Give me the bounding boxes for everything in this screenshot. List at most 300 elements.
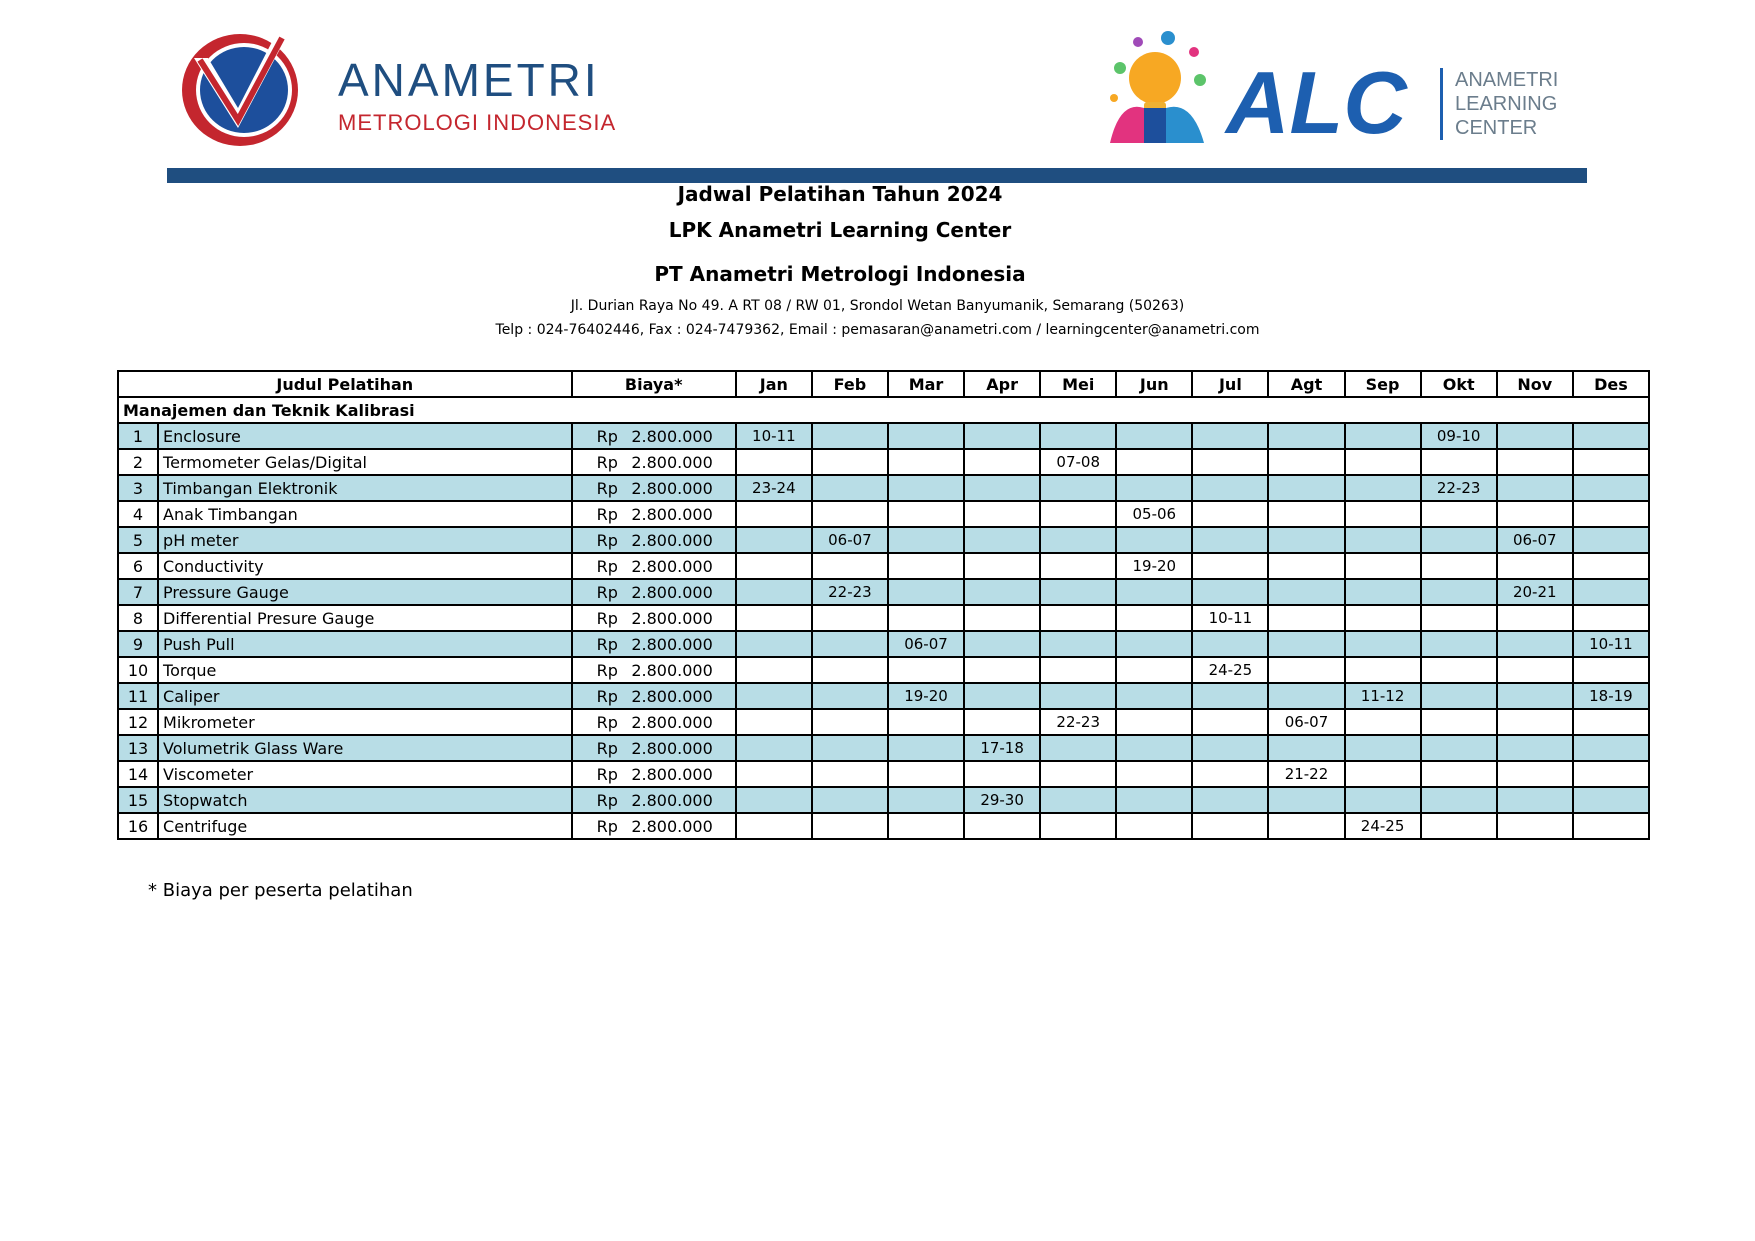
currency-label: Rp bbox=[596, 426, 618, 446]
cost-amount: 2.800.000 bbox=[631, 608, 713, 628]
table-row bbox=[118, 501, 1649, 527]
schedule-date-cell bbox=[736, 761, 812, 787]
schedule-date-cell bbox=[1421, 553, 1497, 579]
schedule-date-cell bbox=[1497, 761, 1573, 787]
schedule-date-cell bbox=[1345, 553, 1421, 579]
schedule-date-cell: 17-18 bbox=[964, 735, 1040, 761]
schedule-date-cell: 22-23 bbox=[1421, 475, 1497, 501]
schedule-date-cell bbox=[812, 423, 888, 449]
schedule-date-cell bbox=[1268, 475, 1344, 501]
training-title: Termometer Gelas/Digital bbox=[158, 449, 572, 475]
currency-label: Rp bbox=[596, 816, 618, 836]
table-row bbox=[118, 579, 1649, 605]
company-title: PT Anametri Metrologi Indonesia bbox=[654, 262, 1026, 286]
currency-label: Rp bbox=[596, 790, 618, 810]
table-row bbox=[118, 449, 1649, 475]
table-row bbox=[118, 683, 1649, 709]
schedule-date-cell bbox=[812, 761, 888, 787]
schedule-date-cell bbox=[812, 553, 888, 579]
schedule-date-cell bbox=[1345, 605, 1421, 631]
schedule-date-cell bbox=[1573, 501, 1649, 527]
schedule-date-cell bbox=[1345, 761, 1421, 787]
schedule-date-cell bbox=[1573, 475, 1649, 501]
table-row bbox=[118, 423, 1649, 449]
schedule-date-cell: 06-07 bbox=[1268, 709, 1344, 735]
schedule-date-cell bbox=[888, 709, 964, 735]
alc-wordmark: ALC bbox=[1226, 53, 1407, 152]
schedule-date-cell bbox=[888, 657, 964, 683]
cost-amount: 2.800.000 bbox=[631, 556, 713, 576]
schedule-date-cell bbox=[812, 813, 888, 839]
schedule-date-cell: 06-07 bbox=[888, 631, 964, 657]
row-number: 16 bbox=[118, 813, 158, 839]
cost-cell bbox=[572, 631, 736, 657]
schedule-date-cell bbox=[1573, 579, 1649, 605]
row-number: 7 bbox=[118, 579, 158, 605]
schedule-date-cell bbox=[1268, 657, 1344, 683]
schedule-date-cell bbox=[1192, 501, 1268, 527]
schedule-date-cell bbox=[888, 553, 964, 579]
cost-cell bbox=[572, 683, 736, 709]
schedule-date-cell bbox=[1345, 579, 1421, 605]
schedule-date-cell bbox=[964, 449, 1040, 475]
schedule-date-cell: 22-23 bbox=[1040, 709, 1116, 735]
schedule-date-cell bbox=[1573, 787, 1649, 813]
row-number: 15 bbox=[118, 787, 158, 813]
alc-line-1: ANAMETRI bbox=[1455, 69, 1559, 91]
schedule-date-cell bbox=[1345, 735, 1421, 761]
table-header-row bbox=[118, 371, 1649, 397]
schedule-date-cell bbox=[1345, 475, 1421, 501]
schedule-date-cell bbox=[1497, 709, 1573, 735]
header-month: Apr bbox=[964, 371, 1040, 397]
schedule-date-cell bbox=[1497, 553, 1573, 579]
schedule-date-cell bbox=[1040, 631, 1116, 657]
schedule-date-cell bbox=[812, 683, 888, 709]
schedule-date-cell bbox=[1421, 449, 1497, 475]
schedule-table bbox=[117, 370, 1650, 840]
schedule-date-cell bbox=[888, 761, 964, 787]
cost-amount: 2.800.000 bbox=[631, 816, 713, 836]
schedule-date-cell bbox=[1268, 527, 1344, 553]
schedule-date-cell bbox=[1345, 423, 1421, 449]
cost-amount: 2.800.000 bbox=[631, 686, 713, 706]
schedule-date-cell bbox=[1268, 813, 1344, 839]
table-row bbox=[118, 605, 1649, 631]
training-title: Viscometer bbox=[158, 761, 572, 787]
schedule-date-cell bbox=[1192, 553, 1268, 579]
header-month: Des bbox=[1573, 371, 1649, 397]
schedule-date-cell bbox=[1040, 761, 1116, 787]
currency-label: Rp bbox=[596, 634, 618, 654]
training-title: Pressure Gauge bbox=[158, 579, 572, 605]
schedule-date-cell bbox=[1421, 527, 1497, 553]
header-month: Jul bbox=[1192, 371, 1268, 397]
schedule-date-cell: 18-19 bbox=[1573, 683, 1649, 709]
schedule-date-cell bbox=[1268, 579, 1344, 605]
schedule-date-cell bbox=[1192, 735, 1268, 761]
schedule-date-cell: 20-21 bbox=[1497, 579, 1573, 605]
schedule-date-cell bbox=[1497, 787, 1573, 813]
schedule-date-cell bbox=[964, 761, 1040, 787]
schedule-date-cell bbox=[964, 605, 1040, 631]
schedule-date-cell bbox=[1116, 787, 1192, 813]
schedule-date-cell bbox=[1040, 527, 1116, 553]
schedule-date-cell bbox=[1116, 579, 1192, 605]
cost-amount: 2.800.000 bbox=[631, 790, 713, 810]
schedule-date-cell: 06-07 bbox=[812, 527, 888, 553]
schedule-date-cell bbox=[1573, 449, 1649, 475]
schedule-date-cell bbox=[1040, 813, 1116, 839]
schedule-date-cell bbox=[812, 449, 888, 475]
training-title: Volumetrik Glass Ware bbox=[158, 735, 572, 761]
cost-cell bbox=[572, 735, 736, 761]
schedule-date-cell bbox=[1573, 709, 1649, 735]
schedule-date-cell bbox=[812, 605, 888, 631]
row-number: 13 bbox=[118, 735, 158, 761]
schedule-date-cell bbox=[964, 527, 1040, 553]
currency-label: Rp bbox=[596, 504, 618, 524]
schedule-date-cell bbox=[1268, 631, 1344, 657]
table-row bbox=[118, 813, 1649, 839]
schedule-date-cell bbox=[1268, 683, 1344, 709]
table-row bbox=[118, 553, 1649, 579]
schedule-date-cell bbox=[1573, 761, 1649, 787]
schedule-date-cell bbox=[1116, 423, 1192, 449]
schedule-date-cell bbox=[964, 813, 1040, 839]
schedule-date-cell bbox=[888, 449, 964, 475]
schedule-date-cell bbox=[1497, 423, 1573, 449]
currency-label: Rp bbox=[596, 764, 618, 784]
cost-amount: 2.800.000 bbox=[631, 530, 713, 550]
cost-cell bbox=[572, 709, 736, 735]
schedule-date-cell: 22-23 bbox=[812, 579, 888, 605]
schedule-date-cell: 24-25 bbox=[1345, 813, 1421, 839]
schedule-date-cell bbox=[888, 813, 964, 839]
anametri-wordmark: ANAMETRI bbox=[338, 54, 600, 106]
schedule-date-cell bbox=[1421, 683, 1497, 709]
schedule-date-cell: 21-22 bbox=[1268, 761, 1344, 787]
currency-label: Rp bbox=[596, 660, 618, 680]
schedule-date-cell bbox=[1192, 787, 1268, 813]
row-number: 11 bbox=[118, 683, 158, 709]
schedule-date-cell bbox=[888, 579, 964, 605]
cost-cell bbox=[572, 449, 736, 475]
schedule-date-cell bbox=[1268, 423, 1344, 449]
row-number: 6 bbox=[118, 553, 158, 579]
schedule-date-cell bbox=[1116, 605, 1192, 631]
training-title: Enclosure bbox=[158, 423, 572, 449]
schedule-date-cell bbox=[1421, 605, 1497, 631]
header-month: Sep bbox=[1345, 371, 1421, 397]
schedule-date-cell bbox=[964, 553, 1040, 579]
table-row bbox=[118, 761, 1649, 787]
training-title: pH meter bbox=[158, 527, 572, 553]
schedule-date-cell: 24-25 bbox=[1192, 657, 1268, 683]
schedule-date-cell bbox=[1268, 787, 1344, 813]
schedule-date-cell bbox=[1192, 527, 1268, 553]
schedule-date-cell bbox=[888, 735, 964, 761]
row-number: 10 bbox=[118, 657, 158, 683]
schedule-date-cell bbox=[1040, 735, 1116, 761]
row-number: 12 bbox=[118, 709, 158, 735]
cost-amount: 2.800.000 bbox=[631, 660, 713, 680]
schedule-date-cell bbox=[1116, 761, 1192, 787]
header-month: Nov bbox=[1497, 371, 1573, 397]
schedule-date-cell bbox=[1497, 449, 1573, 475]
schedule-date-cell bbox=[1421, 735, 1497, 761]
schedule-date-cell bbox=[1116, 683, 1192, 709]
cost-amount: 2.800.000 bbox=[631, 452, 713, 472]
table-row bbox=[118, 631, 1649, 657]
schedule-date-cell: 10-11 bbox=[736, 423, 812, 449]
schedule-date-cell bbox=[1192, 761, 1268, 787]
schedule-date-cell bbox=[1573, 605, 1649, 631]
schedule-date-cell bbox=[1192, 813, 1268, 839]
training-title: Caliper bbox=[158, 683, 572, 709]
schedule-date-cell bbox=[888, 787, 964, 813]
schedule-date-cell bbox=[736, 787, 812, 813]
schedule-date-cell bbox=[1268, 449, 1344, 475]
training-title: Torque bbox=[158, 657, 572, 683]
schedule-date-cell bbox=[1345, 657, 1421, 683]
cost-amount: 2.800.000 bbox=[631, 478, 713, 498]
schedule-date-cell bbox=[1345, 501, 1421, 527]
schedule-date-cell bbox=[1040, 657, 1116, 683]
header-month: Jun bbox=[1116, 371, 1192, 397]
schedule-date-cell bbox=[1116, 631, 1192, 657]
schedule-date-cell bbox=[812, 631, 888, 657]
schedule-date-cell bbox=[964, 631, 1040, 657]
training-title: Stopwatch bbox=[158, 787, 572, 813]
schedule-date-cell bbox=[1192, 631, 1268, 657]
schedule-date-cell bbox=[1040, 787, 1116, 813]
schedule-title: Jadwal Pelatihan Tahun 2024 bbox=[677, 182, 1003, 206]
anametri-logo bbox=[178, 28, 638, 154]
schedule-date-cell: 23-24 bbox=[736, 475, 812, 501]
schedule-date-cell bbox=[964, 657, 1040, 683]
schedule-date-cell bbox=[1497, 605, 1573, 631]
schedule-date-cell bbox=[1345, 631, 1421, 657]
cost-cell bbox=[572, 501, 736, 527]
schedule-date-cell bbox=[1116, 449, 1192, 475]
cost-cell bbox=[572, 423, 736, 449]
schedule-date-cell bbox=[736, 579, 812, 605]
anametri-subtitle: METROLOGI INDONESIA bbox=[338, 110, 617, 135]
schedule-date-cell bbox=[736, 553, 812, 579]
training-title: Timbangan Elektronik bbox=[158, 475, 572, 501]
schedule-date-cell bbox=[1573, 735, 1649, 761]
schedule-date-cell bbox=[1497, 657, 1573, 683]
schedule-date-cell bbox=[1497, 501, 1573, 527]
schedule-date-cell bbox=[1345, 787, 1421, 813]
schedule-date-cell bbox=[736, 449, 812, 475]
schedule-date-cell bbox=[812, 709, 888, 735]
currency-label: Rp bbox=[596, 608, 618, 628]
schedule-date-cell bbox=[1345, 709, 1421, 735]
row-number: 14 bbox=[118, 761, 158, 787]
cost-amount: 2.800.000 bbox=[631, 504, 713, 524]
schedule-date-cell bbox=[1116, 475, 1192, 501]
training-title: Differential Presure Gauge bbox=[158, 605, 572, 631]
cost-cell bbox=[572, 761, 736, 787]
cost-amount: 2.800.000 bbox=[631, 634, 713, 654]
section-row bbox=[118, 397, 1649, 423]
schedule-date-cell bbox=[964, 501, 1040, 527]
cost-cell bbox=[572, 475, 736, 501]
schedule-date-cell bbox=[1040, 553, 1116, 579]
schedule-date-cell bbox=[1268, 605, 1344, 631]
schedule-date-cell bbox=[888, 605, 964, 631]
schedule-date-cell bbox=[736, 631, 812, 657]
schedule-date-cell bbox=[964, 709, 1040, 735]
footnote: * Biaya per peserta pelatihan bbox=[148, 880, 413, 901]
schedule-date-cell bbox=[964, 475, 1040, 501]
schedule-date-cell bbox=[1421, 761, 1497, 787]
row-number: 9 bbox=[118, 631, 158, 657]
schedule-date-cell bbox=[1421, 813, 1497, 839]
currency-label: Rp bbox=[596, 686, 618, 706]
schedule-date-cell bbox=[1421, 501, 1497, 527]
training-title: Centrifuge bbox=[158, 813, 572, 839]
header-bar bbox=[167, 168, 1587, 183]
schedule-date-cell bbox=[1573, 527, 1649, 553]
schedule-date-cell bbox=[736, 527, 812, 553]
schedule-date-cell bbox=[812, 501, 888, 527]
cost-cell bbox=[572, 605, 736, 631]
schedule-date-cell bbox=[1497, 475, 1573, 501]
schedule-date-cell bbox=[1421, 709, 1497, 735]
table-row bbox=[118, 735, 1649, 761]
header-month: Feb bbox=[812, 371, 888, 397]
schedule-date-cell bbox=[888, 501, 964, 527]
cost-amount: 2.800.000 bbox=[631, 712, 713, 732]
schedule-date-cell bbox=[1345, 449, 1421, 475]
schedule-date-cell bbox=[1421, 579, 1497, 605]
schedule-date-cell bbox=[736, 605, 812, 631]
contact-line: Telp : 024-76402446, Fax : 024-7479362, Email : pemasaran@anametri.com / learningcenter@anametri.com bbox=[495, 322, 1260, 338]
schedule-date-cell bbox=[1040, 475, 1116, 501]
schedule-date-cell bbox=[888, 475, 964, 501]
schedule-date-cell bbox=[1345, 527, 1421, 553]
table-row bbox=[118, 527, 1649, 553]
schedule-date-cell bbox=[1497, 631, 1573, 657]
schedule-date-cell bbox=[1573, 423, 1649, 449]
schedule-date-cell bbox=[1192, 449, 1268, 475]
training-title: Conductivity bbox=[158, 553, 572, 579]
table-row bbox=[118, 709, 1649, 735]
schedule-date-cell bbox=[1116, 735, 1192, 761]
schedule-date-cell bbox=[1421, 787, 1497, 813]
schedule-date-cell bbox=[736, 683, 812, 709]
schedule-date-cell bbox=[1116, 709, 1192, 735]
schedule-date-cell bbox=[888, 423, 964, 449]
schedule-date-cell bbox=[1192, 579, 1268, 605]
cost-amount: 2.800.000 bbox=[631, 738, 713, 758]
schedule-date-cell bbox=[812, 787, 888, 813]
schedule-date-cell: 05-06 bbox=[1116, 501, 1192, 527]
schedule-date-cell bbox=[812, 657, 888, 683]
schedule-date-cell: 10-11 bbox=[1192, 605, 1268, 631]
currency-label: Rp bbox=[596, 582, 618, 602]
table-row bbox=[118, 787, 1649, 813]
schedule-date-cell bbox=[1040, 579, 1116, 605]
schedule-date-cell bbox=[1192, 709, 1268, 735]
schedule-date-cell bbox=[1192, 423, 1268, 449]
schedule-date-cell bbox=[1268, 501, 1344, 527]
schedule-date-cell bbox=[888, 527, 964, 553]
header-title: Judul Pelatihan bbox=[118, 371, 572, 397]
header-month: Jan bbox=[736, 371, 812, 397]
address-line: Jl. Durian Raya No 49. A RT 08 / RW 01, Srondol Wetan Banyumanik, Semarang (50263) bbox=[570, 298, 1185, 314]
schedule-date-cell bbox=[1268, 735, 1344, 761]
cost-amount: 2.800.000 bbox=[631, 764, 713, 784]
schedule-date-cell bbox=[1040, 501, 1116, 527]
alc-logo bbox=[1100, 28, 1580, 154]
schedule-date-cell bbox=[1116, 657, 1192, 683]
schedule-date-cell bbox=[812, 735, 888, 761]
schedule-date-cell bbox=[1040, 605, 1116, 631]
currency-label: Rp bbox=[596, 712, 618, 732]
header-month: Agt bbox=[1268, 371, 1344, 397]
cost-cell bbox=[572, 787, 736, 813]
schedule-date-cell: 19-20 bbox=[888, 683, 964, 709]
schedule-date-cell bbox=[1497, 813, 1573, 839]
cost-cell bbox=[572, 527, 736, 553]
row-number: 1 bbox=[118, 423, 158, 449]
schedule-date-cell bbox=[1421, 657, 1497, 683]
row-number: 2 bbox=[118, 449, 158, 475]
schedule-date-cell bbox=[1573, 553, 1649, 579]
training-title: Mikrometer bbox=[158, 709, 572, 735]
schedule-date-cell: 09-10 bbox=[1421, 423, 1497, 449]
schedule-date-cell bbox=[1421, 631, 1497, 657]
training-title: Anak Timbangan bbox=[158, 501, 572, 527]
header-month: Mar bbox=[888, 371, 964, 397]
header-month: Mei bbox=[1040, 371, 1116, 397]
row-number: 3 bbox=[118, 475, 158, 501]
training-title: Push Pull bbox=[158, 631, 572, 657]
cost-amount: 2.800.000 bbox=[631, 582, 713, 602]
currency-label: Rp bbox=[596, 530, 618, 550]
schedule-date-cell bbox=[1573, 657, 1649, 683]
currency-label: Rp bbox=[596, 556, 618, 576]
schedule-date-cell bbox=[1116, 813, 1192, 839]
schedule-date-cell bbox=[736, 501, 812, 527]
row-number: 8 bbox=[118, 605, 158, 631]
cost-cell bbox=[572, 813, 736, 839]
schedule-date-cell bbox=[1192, 475, 1268, 501]
schedule-date-cell bbox=[812, 475, 888, 501]
institution-title: LPK Anametri Learning Center bbox=[668, 218, 1012, 242]
schedule-date-cell bbox=[1116, 527, 1192, 553]
schedule-date-cell bbox=[1040, 423, 1116, 449]
schedule-date-cell bbox=[1497, 683, 1573, 709]
alc-line-2: LEARNING bbox=[1455, 93, 1558, 115]
table-row bbox=[118, 475, 1649, 501]
schedule-date-cell: 19-20 bbox=[1116, 553, 1192, 579]
schedule-date-cell bbox=[736, 709, 812, 735]
schedule-date-cell bbox=[736, 657, 812, 683]
alc-line-3: CENTER bbox=[1455, 117, 1538, 139]
currency-label: Rp bbox=[596, 478, 618, 498]
schedule-date-cell bbox=[736, 813, 812, 839]
row-number: 5 bbox=[118, 527, 158, 553]
currency-label: Rp bbox=[596, 452, 618, 472]
schedule-date-cell: 11-12 bbox=[1345, 683, 1421, 709]
schedule-date-cell bbox=[964, 579, 1040, 605]
schedule-date-cell: 10-11 bbox=[1573, 631, 1649, 657]
